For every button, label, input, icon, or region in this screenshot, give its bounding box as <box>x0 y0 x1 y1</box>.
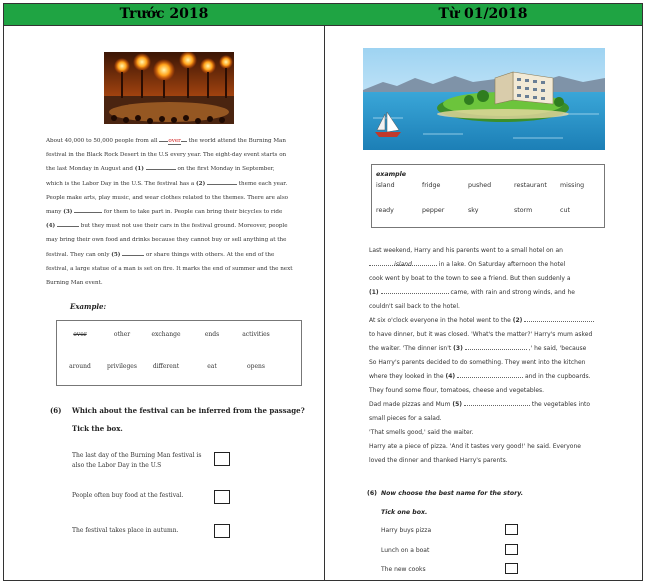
passage-text: which is the Labor Day in the U.S. The festival has a <box>46 180 197 187</box>
word-bank-word: over <box>73 331 87 338</box>
word-bank-word: opens <box>247 363 265 370</box>
gap-2-blank[interactable] <box>524 314 594 322</box>
option-1-checkbox[interactable] <box>505 524 518 535</box>
header-from-2018: Từ 01/2018 <box>324 4 642 26</box>
word-bank-word: pushed <box>468 182 492 189</box>
gap-2-blank[interactable] <box>207 177 237 185</box>
gap-number: (5) <box>452 401 463 408</box>
passage-text: festival in the Black Rock Desert in the U.S every year. The eight-day event starts on <box>46 152 287 159</box>
story-text: cook went by boat to the town to see a friend. But then suddenly a <box>369 275 571 282</box>
passage-text: on the first Monday in September, <box>175 166 275 173</box>
tick-instruction: Tick the box. <box>72 424 123 433</box>
passage-text: the last Monday in August and <box>46 166 135 173</box>
passage-text: the world attend the Burning Man <box>186 138 286 144</box>
gap-number: (2) <box>196 180 206 187</box>
option-text: The new cooks <box>381 566 426 573</box>
word-bank-word: exchange <box>151 331 181 338</box>
option-text: The festival takes place in autumn. <box>72 527 179 534</box>
option-text: Lunch on a boat <box>381 547 430 554</box>
story-text: in a lake. On Saturday afternoon the hotel <box>437 261 566 268</box>
word-bank-word: different <box>152 363 180 370</box>
option-1-checkbox[interactable] <box>214 452 230 466</box>
question-6-text: Which about the festival can be inferred from the passage? <box>72 406 305 415</box>
passage-text: or share things with others. At the end of the <box>144 251 275 258</box>
word-bank-box <box>371 164 605 228</box>
example-label: example <box>376 171 407 178</box>
story-text: and in the cupboards. <box>523 373 591 380</box>
story-text: 'That smells good,' said the waiter. <box>369 429 474 436</box>
gap-number: (4) <box>46 223 56 230</box>
option-2-checkbox[interactable] <box>505 544 518 555</box>
story-text: to have dinner, but it was closed. 'What's the matter?' Harry's mum asked <box>369 331 593 338</box>
word-bank-word: missing <box>560 182 585 189</box>
passage-text: may bring their own food and drinks because they cannot buy or sell anything at the <box>46 237 287 244</box>
gap-number: (3) <box>63 209 73 216</box>
word-bank-word: ends <box>204 331 220 338</box>
question-6-text: Now choose the best name for the story. <box>381 490 524 497</box>
passage-text: many <box>46 209 64 216</box>
gap-4-blank[interactable] <box>457 370 523 378</box>
passage-text: About 40,000 to 50,000 people from all <box>46 138 160 144</box>
example-answer: over <box>168 138 181 144</box>
gap-3-blank[interactable] <box>74 205 102 213</box>
story-text: small pieces for a salad. <box>369 415 442 422</box>
story-text: where they looked in the <box>369 373 446 380</box>
word-bank-word: pepper <box>422 207 445 214</box>
option-3-checkbox[interactable] <box>505 563 518 574</box>
story-text: Last weekend, Harry and his parents went to a small hotel on an <box>369 247 563 254</box>
word-bank-word: island <box>376 182 395 189</box>
word-bank-word: ready <box>376 207 394 214</box>
option-text: The last day of the Burning Man festival is also the Labor Day in the U.S <box>72 452 202 469</box>
word-bank-word: fridge <box>422 182 441 189</box>
option-text: People often buy food at the festival. <box>72 492 184 499</box>
word-bank-word: cut <box>560 207 570 214</box>
option-3-checkbox[interactable] <box>214 524 230 538</box>
option-text: Harry buys pizza <box>381 527 432 534</box>
question-6-number: (6) <box>50 406 62 415</box>
word-bank-word: privileges <box>107 363 137 370</box>
example-label: Example: <box>70 302 107 311</box>
festival-passage <box>46 134 302 290</box>
gap-number: (1) <box>369 289 379 296</box>
word-bank-word: activities <box>242 331 270 338</box>
story-text: came, with rain and strong winds, and he <box>448 289 575 296</box>
gap-3-blank[interactable] <box>465 342 527 350</box>
passage-text: festival, a large statue of a man is set on fire. It marks the end of summer and the next <box>46 265 293 272</box>
passage-text: festival. They can only <box>46 251 112 258</box>
story-text: At six o'clock everyone in the hotel went to the <box>369 317 513 324</box>
word-bank-word: restaurant <box>514 182 547 189</box>
comparison-table <box>3 3 643 581</box>
festival-photo <box>104 52 234 124</box>
gap-number: (2) <box>512 317 523 324</box>
passage-text: but they must not use their cars in the festival ground. Moreover, people <box>78 223 288 230</box>
island-illustration <box>363 48 605 150</box>
word-bank-word: storm <box>514 207 533 214</box>
gap-5-blank[interactable] <box>122 248 144 256</box>
header-before-2018: Trước 2018 <box>4 4 325 26</box>
word-bank-word: around <box>69 363 91 370</box>
story-text: Dad made pizzas and Mum <box>369 401 453 408</box>
gap-1-blank[interactable] <box>146 162 176 170</box>
word-bank-word: eat <box>207 363 217 370</box>
gap-4-blank[interactable] <box>57 219 79 227</box>
story-text: couldn't sail back to the hotel. <box>369 303 460 310</box>
passage-text: Burning Man event. <box>46 280 103 287</box>
story-text: ,' he said, 'because <box>526 345 587 352</box>
story-text: Harry ate a piece of pizza. 'And it tastes very good!' he said. Everyone <box>369 443 581 450</box>
gap-number: (1) <box>134 166 144 173</box>
example-answer: island <box>394 261 412 268</box>
word-bank-word: sky <box>468 207 479 214</box>
story-text: So Harry's parents decided to do something. They went into the kitchen <box>369 359 586 366</box>
passage-text: People make arts, play music, and wear clothes related to the themes. There are also <box>46 194 289 201</box>
passage-text: for them to take part in. People can bring their bicycles to ride <box>102 209 283 216</box>
story-text: the waiter. 'The dinner isn't <box>369 345 454 352</box>
passage-text: theme each year. <box>237 180 288 187</box>
question-6-number: (6) <box>367 490 377 497</box>
story-text: loved the dinner and thanked Harry's parents. <box>369 457 508 464</box>
gap-1-blank[interactable] <box>381 286 449 294</box>
tick-instruction: Tick one box. <box>381 509 428 516</box>
gap-5-blank[interactable] <box>464 398 530 406</box>
gap-number: (3) <box>453 345 463 352</box>
word-bank-box <box>56 320 302 386</box>
gap-number: (5) <box>111 251 121 258</box>
gap-number: (4) <box>445 373 456 380</box>
story-passage <box>369 244 629 468</box>
word-bank-word: other <box>113 331 131 338</box>
column-divider <box>324 25 325 580</box>
example-blank <box>369 258 437 266</box>
story-text: They found some flour, tomatoes, cheese and vegetables. <box>369 387 545 394</box>
option-2-checkbox[interactable] <box>214 490 230 504</box>
story-text: the vegetables into <box>529 401 591 408</box>
